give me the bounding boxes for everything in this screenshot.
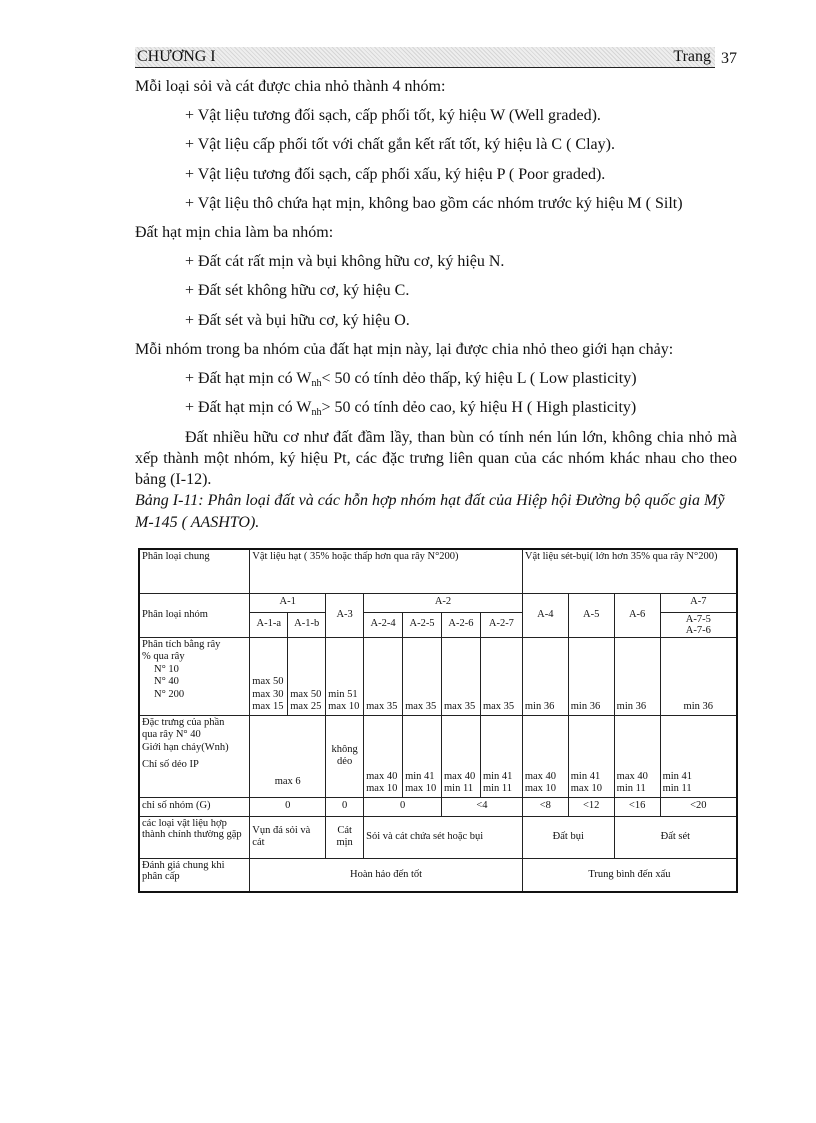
cell-a1: max 6 — [250, 715, 326, 797]
cell-a6-a7: Đất sét — [614, 816, 737, 858]
table-row — [139, 797, 737, 816]
group-a3: A-3 — [326, 593, 364, 637]
row-label: chỉ số nhóm (G) — [139, 797, 250, 816]
row-label: các loại vật liệu hợp thành chính thường gặp — [139, 816, 250, 858]
rating-good: Hoàn hảo đến tốt — [250, 858, 523, 892]
cell-a4: max 40 max 10 — [522, 715, 568, 797]
row-label: Phân loại nhóm — [139, 593, 250, 637]
cell-a5: min 41 max 10 — [568, 715, 614, 797]
cell-a6: min 36 — [614, 637, 660, 715]
silt-clay-header: Vật liệu sét-bụi( lớn hơn 35% qua rây N°200) — [522, 549, 737, 593]
page-header — [135, 47, 715, 68]
cell-a3: 0 — [326, 797, 364, 816]
cell-a4-a5: Đất bụi — [522, 816, 614, 858]
subgroup-a24: A-2-4 — [364, 612, 403, 637]
group-a5: A-5 — [568, 593, 614, 637]
text-line: Mỗi nhóm trong ba nhóm của đất hạt mịn này, lại được chia nhỏ theo giới hạn chảy: — [135, 340, 674, 358]
cell-a4: min 36 — [522, 637, 568, 715]
cell-a24: max 35 — [364, 637, 403, 715]
cell-a5: <12 — [568, 797, 614, 816]
list-item: + Đất hạt mịn có $W_{nh}< 50$ có tính dẻo thấp, ký hiệu L ( Low plasticity) — [185, 369, 637, 389]
list-item: + Đất hạt mịn có $W_{nh}> 50$ có tính dẻo cao, ký hiệu H ( High plasticity) — [185, 399, 637, 419]
cell-a1: 0 — [250, 797, 326, 816]
group-a1: A-1 — [250, 593, 326, 612]
body-text — [135, 72, 737, 490]
list-item: + Vật liệu tương đối sạch, cấp phối tốt, ký hiệu W (Well graded). — [185, 107, 601, 125]
cell-a2-b: <4 — [442, 797, 523, 816]
cell-a27: max 35 — [480, 637, 522, 715]
group-a6: A-6 — [614, 593, 660, 637]
table-row — [139, 637, 737, 715]
row-label: Đặc trưng của phần qua rây N° 40 Giới hạn chảy(Wnh) Chỉ số dẻo IP — [139, 715, 250, 797]
list-item: + Vật liệu tương đối sạch, cấp phối xấu, ký hiệu P ( Poor graded). — [185, 165, 606, 183]
page-label: Trang — [673, 48, 711, 65]
cell-a5: min 36 — [568, 637, 614, 715]
cell-a7: min 36 — [660, 637, 737, 715]
group-a2: A-2 — [364, 593, 523, 612]
chapter-title: CHƯƠNG I — [137, 48, 216, 65]
aashto-classification-table — [138, 548, 738, 893]
subgroup-a1a: A-1-a — [250, 612, 288, 637]
table-row — [139, 816, 737, 858]
table-caption: Bảng I-11: Phân loại đất và các hỗn hợp nhóm hạt đất của Hiệp hội Đường bộ quốc gia Mỹ M-145 ( AASHTO). — [135, 492, 725, 531]
granular-header: Vật liệu hạt ( 35% hoặc thấp hơn qua rây N°200) — [250, 549, 523, 593]
cell-a1b: max 50 max 25 — [288, 637, 326, 715]
cell-a25: max 35 — [403, 637, 442, 715]
row-label: Phân loại chung — [139, 549, 250, 593]
list-item: + Đất sét và bụi hữu cơ, ký hiệu O. — [185, 311, 410, 329]
cell-a26: max 40 min 11 — [442, 715, 481, 797]
row-label: Phân tích bằng rây % qua rây N° 10 N° 40 N° 200 — [139, 637, 250, 715]
cell-a24: max 40 max 10 — [364, 715, 403, 797]
group-a4: A-4 — [522, 593, 568, 637]
subgroup-a7: A-7-5 A-7-6 — [660, 612, 737, 637]
page-number: 37 — [721, 50, 737, 67]
paragraph: Đất nhiều hữu cơ như đất đầm lầy, than bùn có tính nén lún lớn, không chia nhỏ mà xếp thành một nhóm, ký hiệu Pt, các đặc trưng liên quan của các nhóm khác nhau cho theo bảng (I-12). — [135, 429, 737, 489]
cell-a25: min 41 max 10 — [403, 715, 442, 797]
text-line: Mỗi loại sỏi và cát được chia nhỏ thành 4 nhóm: — [135, 78, 446, 95]
list-item: + Vật liệu thô chứa hạt mịn, không bao gồm các nhóm trước ký hiệu M ( Silt) — [185, 194, 683, 212]
cell-a3: min 51 max 10 — [326, 637, 364, 715]
table-row — [139, 549, 737, 593]
cell-a6: <16 — [614, 797, 660, 816]
cell-a7: <20 — [660, 797, 737, 816]
table-row — [139, 858, 737, 892]
cell-a4: <8 — [522, 797, 568, 816]
cell-a3: Cát mịn — [326, 816, 364, 858]
subgroup-a25: A-2-5 — [403, 612, 442, 637]
list-item: + Đất cát rất mịn và bụi không hữu cơ, ký hiệu N. — [185, 253, 505, 271]
rating-poor: Trung bình đến xấu — [522, 858, 737, 892]
row-label: Đánh giá chung khi phân cấp — [139, 858, 250, 892]
subgroup-a27: A-2-7 — [480, 612, 522, 637]
cell-a7: min 41 min 11 — [660, 715, 737, 797]
cell-a3: không dẻo — [326, 715, 364, 797]
cell-a6: max 40 min 11 — [614, 715, 660, 797]
table-row — [139, 715, 737, 797]
cell-a27: min 41 min 11 — [480, 715, 522, 797]
subgroup-a1b: A-1-b — [288, 612, 326, 637]
list-item: + Đất sét không hữu cơ, ký hiệu C. — [185, 282, 410, 300]
cell-a2-a: 0 — [364, 797, 442, 816]
subgroup-a26: A-2-6 — [442, 612, 481, 637]
list-item: + Vật liệu cấp phối tốt với chất gắn kết rất tốt, ký hiệu là C ( Clay). — [185, 136, 615, 154]
cell-a26: max 35 — [442, 637, 481, 715]
group-a7: A-7 — [660, 593, 737, 612]
cell-a2: Sỏi và cát chứa sét hoặc bụi — [364, 816, 523, 858]
table-row — [139, 593, 737, 612]
cell-a1a: max 50 max 30 max 15 — [250, 637, 288, 715]
text-line: Đất hạt mịn chia làm ba nhóm: — [135, 223, 334, 241]
cell-a1: Vụn đá sỏi và cát — [250, 816, 326, 858]
